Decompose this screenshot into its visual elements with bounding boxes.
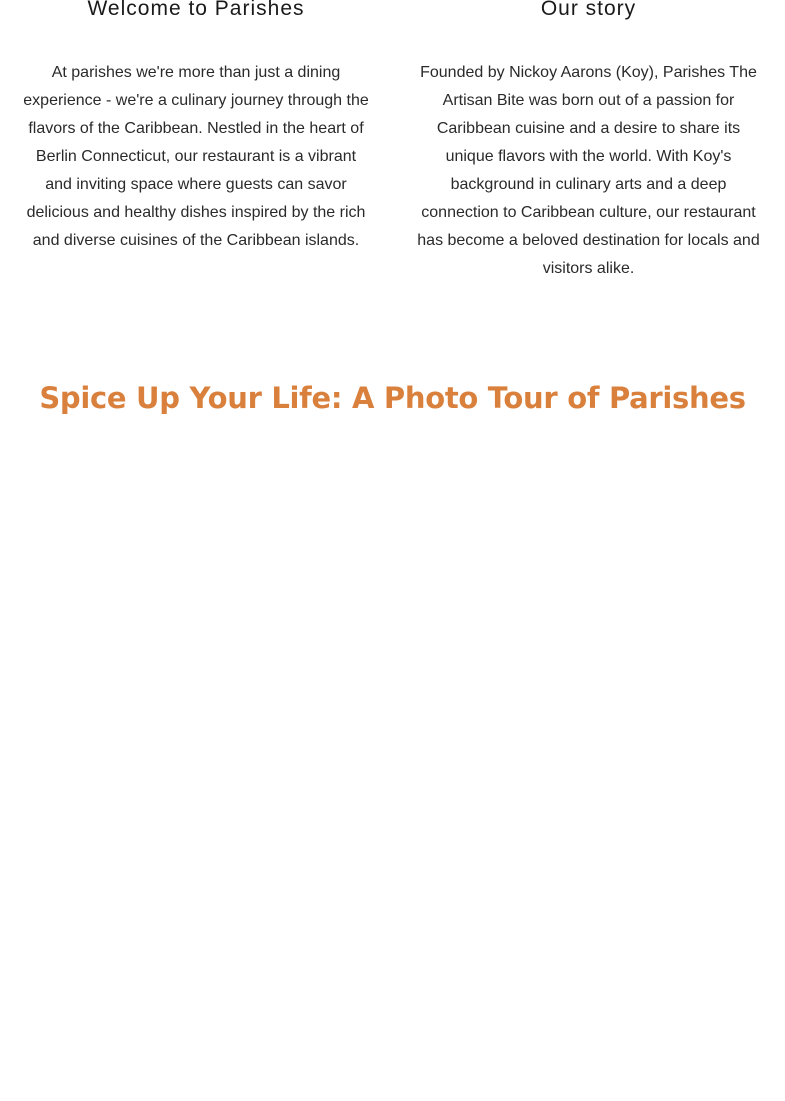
story-title: Our story xyxy=(540,0,637,20)
gallery-heading: Spice Up Your Life: A Photo Tour of Parishes xyxy=(39,381,746,415)
story-text: Founded by Nickoy Aarons (Koy), Parishes The Artisan Bite was born out of a passion for Caribbean cuisine and a desire to share its unique flavors with the world. With Koy's background in culinary arts and a deep connection to Caribbean culture, our restaurant has become a beloved destination for locals and visitors alike. xyxy=(417,64,760,277)
welcome-title: Welcome to Parishes xyxy=(87,0,305,20)
story-column xyxy=(414,0,763,283)
welcome-column xyxy=(22,0,370,255)
welcome-text: At parishes we're more than just a dining experience - we're a culinary journey through the flavors of the Caribbean. Nestled in the heart of Berlin Connecticut, our restaurant is a vibrant and inviting space where guests can savor delicious and healthy dishes inspired by the rich and diverse cuisines of the Caribbean islands. xyxy=(23,64,369,249)
intro-section xyxy=(0,0,785,300)
photo-gallery xyxy=(0,440,785,1101)
